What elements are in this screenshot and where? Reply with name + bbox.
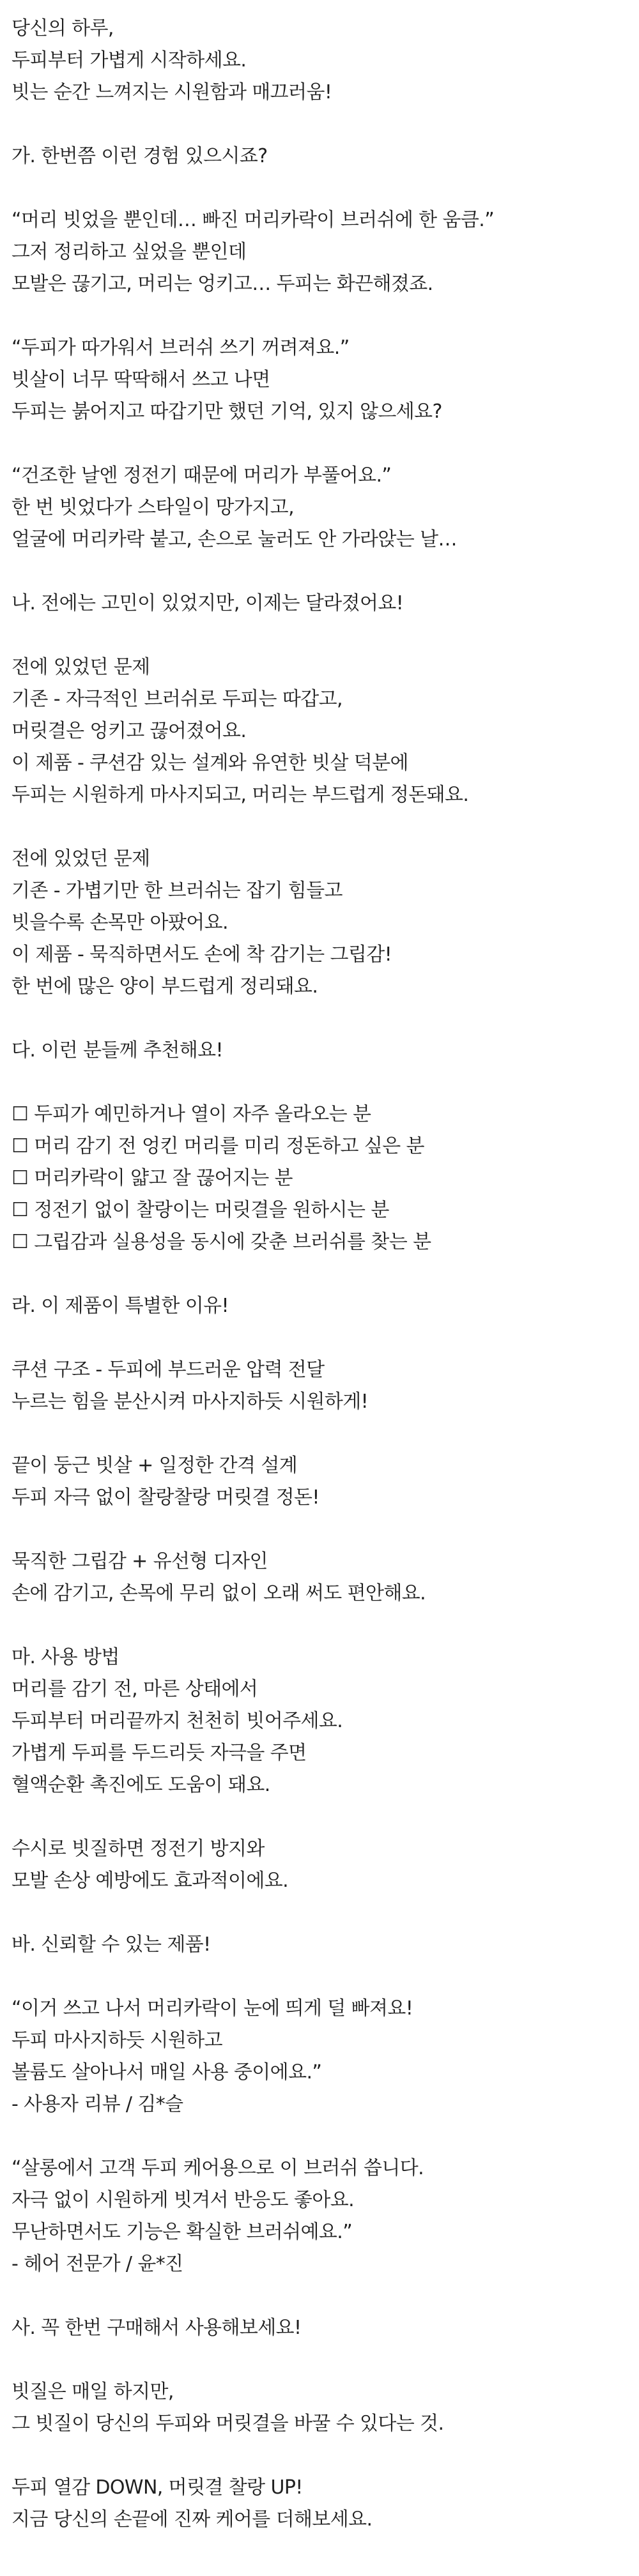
checklist-item: ☐ 그립감과 실용성을 동시에 갖춘 브러쉬를 찾는 분 [12, 1231, 431, 1253]
section-heading-ma: 마. 사용 방법 [12, 1646, 119, 1668]
intro-block [12, 13, 627, 109]
text-line: 지금 당신의 손끝에 진짜 케어를 더해보세요. [12, 2508, 373, 2531]
section-heading-ga: 가. 한번쯤 이런 경험 있으시죠? [12, 145, 268, 167]
section-heading-ba: 바. 신뢰할 수 있는 제품! [12, 1933, 211, 1956]
paragraph-gap [12, 1610, 627, 1642]
feature-block-2 [12, 1450, 627, 1514]
text-line: 두피부터 가볍게 시작하세요. [12, 49, 247, 72]
experience-quote-3 [12, 460, 627, 556]
checklist-item: ☐ 두피가 예민하거나 열이 자주 올라오는 분 [12, 1103, 371, 1125]
text-line: 전에 있었던 문제 [12, 656, 150, 678]
experience-quote-1 [12, 204, 627, 300]
text-line: 머리를 감기 전, 마른 상태에서 [12, 1678, 258, 1700]
text-line: 모발은 끊기고, 머리는 엉키고… 두피는 화끈해졌죠. [12, 273, 433, 295]
recommendation-checklist [12, 1099, 627, 1258]
checklist-item: ☐ 정전기 없이 찰랑이는 머릿결을 원하시는 분 [12, 1199, 389, 1221]
text-line: 기존 - 자극적인 브러쉬로 두피는 따갑고, [12, 688, 343, 710]
usage-tip [12, 1833, 627, 1897]
paragraph-gap [12, 1514, 627, 1546]
text-line: 두피는 시원하게 마사지되고, 머리는 부드럽게 정돈돼요. [12, 784, 469, 806]
section-heading-sa: 사. 꼭 한번 구매해서 사용해보세요! [12, 2317, 302, 2339]
text-line: 빗을수록 손목만 아팠어요. [12, 911, 228, 934]
section-heading-ra: 라. 이 제품이 특별한 이유! [12, 1295, 229, 1317]
text-line: 무난하면서도 기능은 확실한 브러쉬예요.” [12, 2221, 353, 2243]
closing-block-1 [12, 2376, 627, 2440]
text-line: 혈액순환 촉진에도 도움이 돼요. [12, 1774, 270, 1796]
text-line: 모발 손상 예방에도 효과적이에요. [12, 1870, 289, 1892]
comparison-block-1 [12, 652, 627, 811]
paragraph-gap [12, 1418, 627, 1450]
text-line: “머리 빗었을 뿐인데… 빠진 머리카락이 브러쉬에 한 움큼.” [12, 209, 495, 231]
text-line: 가볍게 두피를 두드리듯 자극을 주면 [12, 1742, 307, 1764]
text-line: 볼륨도 살아나서 매일 사용 중이에요.” [12, 2061, 322, 2084]
text-line: 빗질은 매일 하지만, [12, 2381, 174, 2403]
paragraph-gap [12, 2440, 627, 2472]
text-line: 두피는 붉어지고 따갑기만 했던 기억, 있지 않으세요? [12, 400, 442, 423]
paragraph-gap [12, 1801, 627, 1833]
text-line: 그저 정리하고 싶었을 뿐인데 [12, 241, 247, 263]
paragraph-gap [12, 1258, 627, 1290]
review-author: - 사용자 리뷰 / 김*슬 [12, 2093, 183, 2115]
text-line: “이거 쓰고 나서 머리카락이 눈에 띄게 덜 빠져요! [12, 1997, 413, 2020]
text-line: “살롱에서 고객 두피 케어용으로 이 브러쉬 씁니다. [12, 2157, 424, 2179]
text-line: 기존 - 가볍기만 한 브러쉬는 잡기 힘들고 [12, 880, 343, 902]
text-line: 빗는 순간 느껴지는 시원함과 매끄러움! [12, 81, 332, 103]
text-line: 전에 있었던 문제 [12, 848, 150, 870]
text-line: 한 번 빗었다가 스타일이 망가지고, [12, 496, 295, 519]
text-line: 얼굴에 머리카락 붙고, 손으로 눌러도 안 가라앉는 날… [12, 528, 457, 551]
text-line: 두피부터 머리끝까지 천천히 빗어주세요. [12, 1710, 343, 1732]
paragraph-gap [12, 1067, 627, 1099]
text-line: 묵직한 그립감 + 유선형 디자인 [12, 1550, 268, 1573]
paragraph-gap [12, 1003, 627, 1035]
paragraph-gap [12, 172, 627, 204]
paragraph-gap [12, 2344, 627, 2376]
comparison-block-2 [12, 843, 627, 1003]
text-line: 그 빗질이 당신의 두피와 머릿결을 바꿀 수 있다는 것. [12, 2412, 444, 2435]
text-line: 이 제품 - 쿠션감 있는 설계와 유연한 빗살 덕분에 [12, 752, 408, 774]
section-heading-da: 다. 이런 분들께 추천해요! [12, 1039, 223, 1062]
paragraph-gap [12, 1961, 627, 1993]
paragraph-gap [12, 2280, 627, 2312]
section-heading-na: 나. 전에는 고민이 있었지만, 이제는 달라졌어요! [12, 592, 404, 614]
checklist-item: ☐ 머리 감기 전 엉킨 머리를 미리 정돈하고 싶은 분 [12, 1135, 424, 1157]
usage-block [12, 1642, 627, 1801]
text-line: 자극 없이 시원하게 빗겨서 반응도 좋아요. [12, 2189, 355, 2211]
expert-review [12, 2153, 627, 2280]
paragraph-gap [12, 1897, 627, 1929]
checklist-item: ☐ 머리카락이 얇고 잘 끊어지는 분 [12, 1167, 293, 1189]
paragraph-gap [12, 811, 627, 843]
text-line: “건조한 날엔 정전기 때문에 머리가 부풀어요.” [12, 464, 392, 487]
feature-block-3 [12, 1546, 627, 1610]
text-line: 수시로 빗질하면 정전기 방지와 [12, 1838, 265, 1860]
closing-block-2 [12, 2472, 627, 2536]
user-review [12, 1993, 627, 2121]
feature-block-1 [12, 1354, 627, 1418]
text-line: 두피 열감 DOWN, 머릿결 찰랑 UP! [12, 2476, 303, 2499]
text-line: 이 제품 - 묵직하면서도 손에 착 감기는 그립감! [12, 943, 392, 966]
text-line: 누르는 힘을 분산시켜 마사지하듯 시원하게! [12, 1391, 369, 1413]
paragraph-gap [12, 428, 627, 460]
text-line: 쿠션 구조 - 두피에 부드러운 압력 전달 [12, 1359, 325, 1381]
text-line: 빗살이 너무 딱딱해서 쓰고 나면 [12, 369, 270, 391]
paragraph-gap [12, 109, 627, 141]
experience-quote-2 [12, 332, 627, 428]
paragraph-gap [12, 620, 627, 652]
text-line: 끝이 둥근 빗살 + 일정한 간격 설계 [12, 1454, 298, 1477]
review-author: - 헤어 전문가 / 윤*진 [12, 2253, 183, 2275]
text-line: 두피 자극 없이 찰랑찰랑 머릿결 정돈! [12, 1486, 320, 1509]
paragraph-gap [12, 556, 627, 588]
text-line: 머릿결은 엉키고 끊어졌어요. [12, 720, 247, 742]
text-line: 당신의 하루, [12, 17, 114, 40]
text-line: 한 번에 많은 양이 부드럽게 정리돼요. [12, 975, 318, 998]
text-line: 손에 감기고, 손목에 무리 없이 오래 써도 편안해요. [12, 1582, 426, 1604]
paragraph-gap [12, 2121, 627, 2153]
paragraph-gap [12, 1322, 627, 1354]
text-line: 두피 마사지하듯 시원하고 [12, 2029, 223, 2052]
paragraph-gap [12, 300, 627, 332]
text-line: “두피가 따가워서 브러쉬 쓰기 꺼려져요.” [12, 337, 350, 359]
